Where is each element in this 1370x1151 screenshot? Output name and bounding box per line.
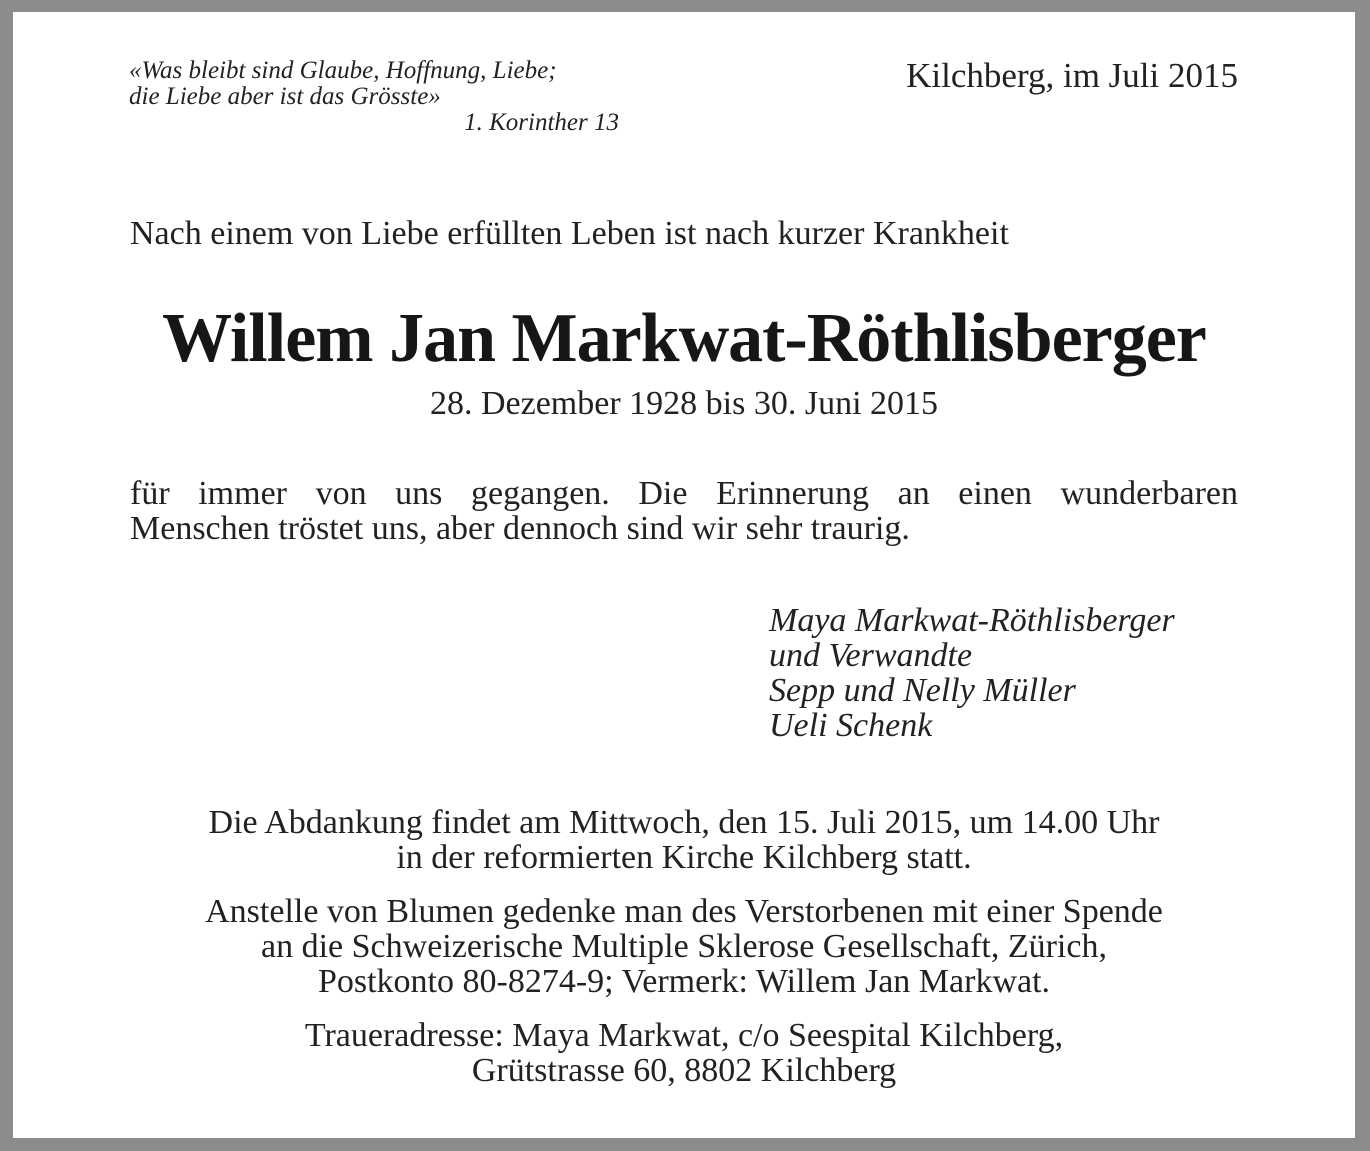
message-line-2: Menschen tröstet uns, aber dennoch sind wir sehr traurig.: [130, 510, 910, 547]
mourner-item: Ueli Schenk: [769, 707, 933, 744]
mourning-address: [113, 1018, 1255, 1088]
funeral-service-info: [113, 805, 1255, 875]
address-line-2: Grütstrasse 60, 8802 Kilchberg: [471, 1052, 897, 1089]
place-and-date: Kilchberg, im Juli 2015: [906, 56, 1238, 95]
mourners-list: [769, 603, 1175, 743]
service-line-2: in der reformierten Kirche Kilchberg statt.: [396, 839, 972, 876]
quote-source: 1. Korinther 13: [464, 109, 619, 136]
quote-line-2: die Liebe aber ist das Grösste»: [129, 83, 441, 110]
bible-quote: [129, 58, 649, 136]
message-line-1: für immer von uns gegangen. Die Erinnerung an einen wunderbaren: [130, 475, 1238, 512]
mourner-item: Maya Markwat-Röthlisberger: [769, 602, 1175, 639]
farewell-message: [130, 476, 1238, 546]
quote-line-1: «Was bleibt sind Glaube, Hoffnung, Liebe;: [129, 57, 557, 84]
address-line-1: Traueradresse: Maya Markwat, c/o Seespital Kilchberg,: [304, 1017, 1064, 1054]
mourner-item: und Verwandte: [769, 637, 973, 674]
donation-line-1: Anstelle von Blumen gedenke man des Verstorbenen mit einer Spende: [205, 893, 1163, 930]
service-line-1: Die Abdankung findet am Mittwoch, den 15. Juli 2015, um 14.00 Uhr: [208, 804, 1160, 841]
obituary-notice: [13, 12, 1355, 1138]
donation-line-2: an die Schweizerische Multiple Sklerose Gesellschaft, Zürich,: [261, 928, 1107, 965]
mourner-item: Sepp und Nelly Müller: [769, 672, 1076, 709]
deceased-name: Willem Jan Markwat-Röthlisberger: [162, 300, 1206, 377]
donation-line-3: Postkonto 80-8274-9; Vermerk: Willem Jan Markwat.: [317, 963, 1051, 1000]
life-dates: 28. Dezember 1928 bis 30. Juni 2015: [429, 385, 939, 422]
donation-info: [113, 894, 1255, 999]
intro-text: Nach einem von Liebe erfüllten Leben ist nach kurzer Krankheit: [130, 215, 1009, 252]
